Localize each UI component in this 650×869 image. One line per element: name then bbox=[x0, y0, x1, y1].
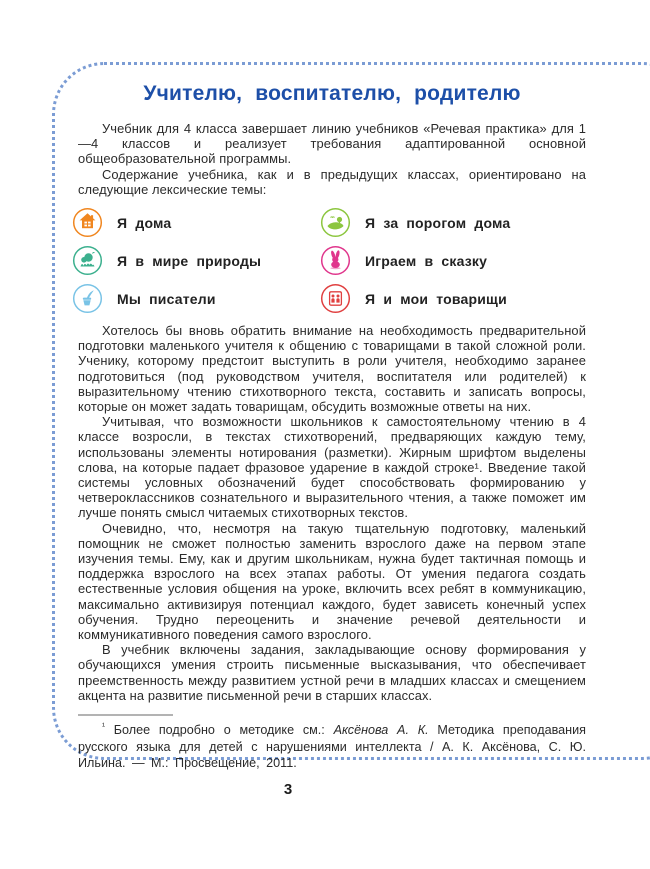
paragraph: В учебник включены задания, закладывающие основу формирования у обучающихся умения строить письменные высказывания, что обеспечивает преемственность между развитием устной речи в младших классах и смещением акцента на развитие письменной речи в старших классах. bbox=[78, 642, 586, 703]
topic-item-home bbox=[72, 207, 320, 238]
topic-label: Я дома bbox=[117, 214, 172, 231]
topic-label: Играем в сказку bbox=[365, 252, 488, 269]
page-number: 3 bbox=[283, 781, 293, 798]
topic-item-beyond-home bbox=[320, 207, 586, 238]
paragraph: Очевидно, что, несмотря на такую тщательную подготовку, маленький помощник не сможет полностью заменить взрослого даже на первом этапе изучения темы. Ему, как и другим школьникам, нужна будет тактичная помощь и поддержка взрослого на всех этапах работы. От умения педагога создать естественные условия общения на уроке, включить всех ребят в коммуникацию, максимально активизируя потенциал каждого, будет зависеть конечный успех обучения. Трудно переоценить и значение речевой деятельности и коммуникативного поведения самого взрослого. bbox=[78, 520, 586, 643]
page-content bbox=[78, 82, 586, 772]
topic-label: Я за порогом дома bbox=[365, 214, 511, 231]
plant-icon bbox=[72, 245, 103, 276]
topic-item-fairy-tale bbox=[320, 245, 586, 276]
house-icon bbox=[72, 207, 103, 238]
inkwell-icon bbox=[72, 283, 103, 314]
paragraph: Хотелось бы вновь обратить внимание на необходимость предварительной подготовки маленького учителя к общению с товарищами в такой сложной роли. Ученику, которому предстоит выступить в роли учителя, необходимо заранее подготовиться (под руководством учителя, воспитателя или родителей) к выразительному чтению стихотворного текста, составить и записать вопросы, которые он может задать товарищам, обсудить возможные ответы на них. bbox=[78, 323, 586, 415]
lexical-topics-list bbox=[72, 207, 586, 314]
rabbit-icon bbox=[320, 245, 351, 276]
friends-icon bbox=[320, 283, 351, 314]
paragraph: Учитывая, что возможности школьников к самостоятельному чтению в 4 классе возросли, в текстах стихотворений, предваряющих каждую тему, использованы элементы нотирования (разметки). Жирным шрифтом выделены слова, на которые падает фразовое ударение в каждой строке¹. Введение такой системы условных обозначений будет способствовать формированию у четвероклассников сознательного и выразительного чтения, а также поможет им лучше понять смысл читаемых стихотворных текстов. bbox=[78, 414, 586, 521]
footnote-text: $^{^1}$ Более подробно о методике см.: Аксёнова А. К. Методика преподавания русского языка для детей с нарушениями интеллекта / А. К. Аксёнова, С. Ю. Ильина. — М.: Просвещение, 2011. bbox=[78, 720, 586, 771]
paragraph: Учебник для 4 класса завершает линию учебников «Речевая практика» для 1—4 классов и реализует требования адаптированной основной общеобразовательной программы. bbox=[78, 121, 586, 167]
page-title: Учителю, воспитателю, родителю bbox=[143, 82, 521, 105]
meadow-icon bbox=[320, 207, 351, 238]
footnote-citation-author: Аксёнова А. К. bbox=[333, 723, 429, 738]
footnote bbox=[78, 714, 586, 772]
main-text bbox=[78, 323, 586, 703]
topic-item-nature bbox=[72, 245, 320, 276]
paragraph: Содержание учебника, как и в предыдущих классах, ориентировано на следующие лексические темы: bbox=[78, 166, 586, 197]
footnote-marker: ¹ bbox=[102, 720, 105, 731]
topic-label: Я и мои товарищи bbox=[365, 290, 507, 307]
topic-label: Мы писатели bbox=[117, 290, 216, 307]
topic-item-comrades bbox=[320, 283, 586, 314]
footnote-divider bbox=[78, 714, 173, 716]
intro-text bbox=[78, 121, 586, 197]
topic-label: Я в мире природы bbox=[117, 252, 262, 269]
topic-item-writers bbox=[72, 283, 320, 314]
